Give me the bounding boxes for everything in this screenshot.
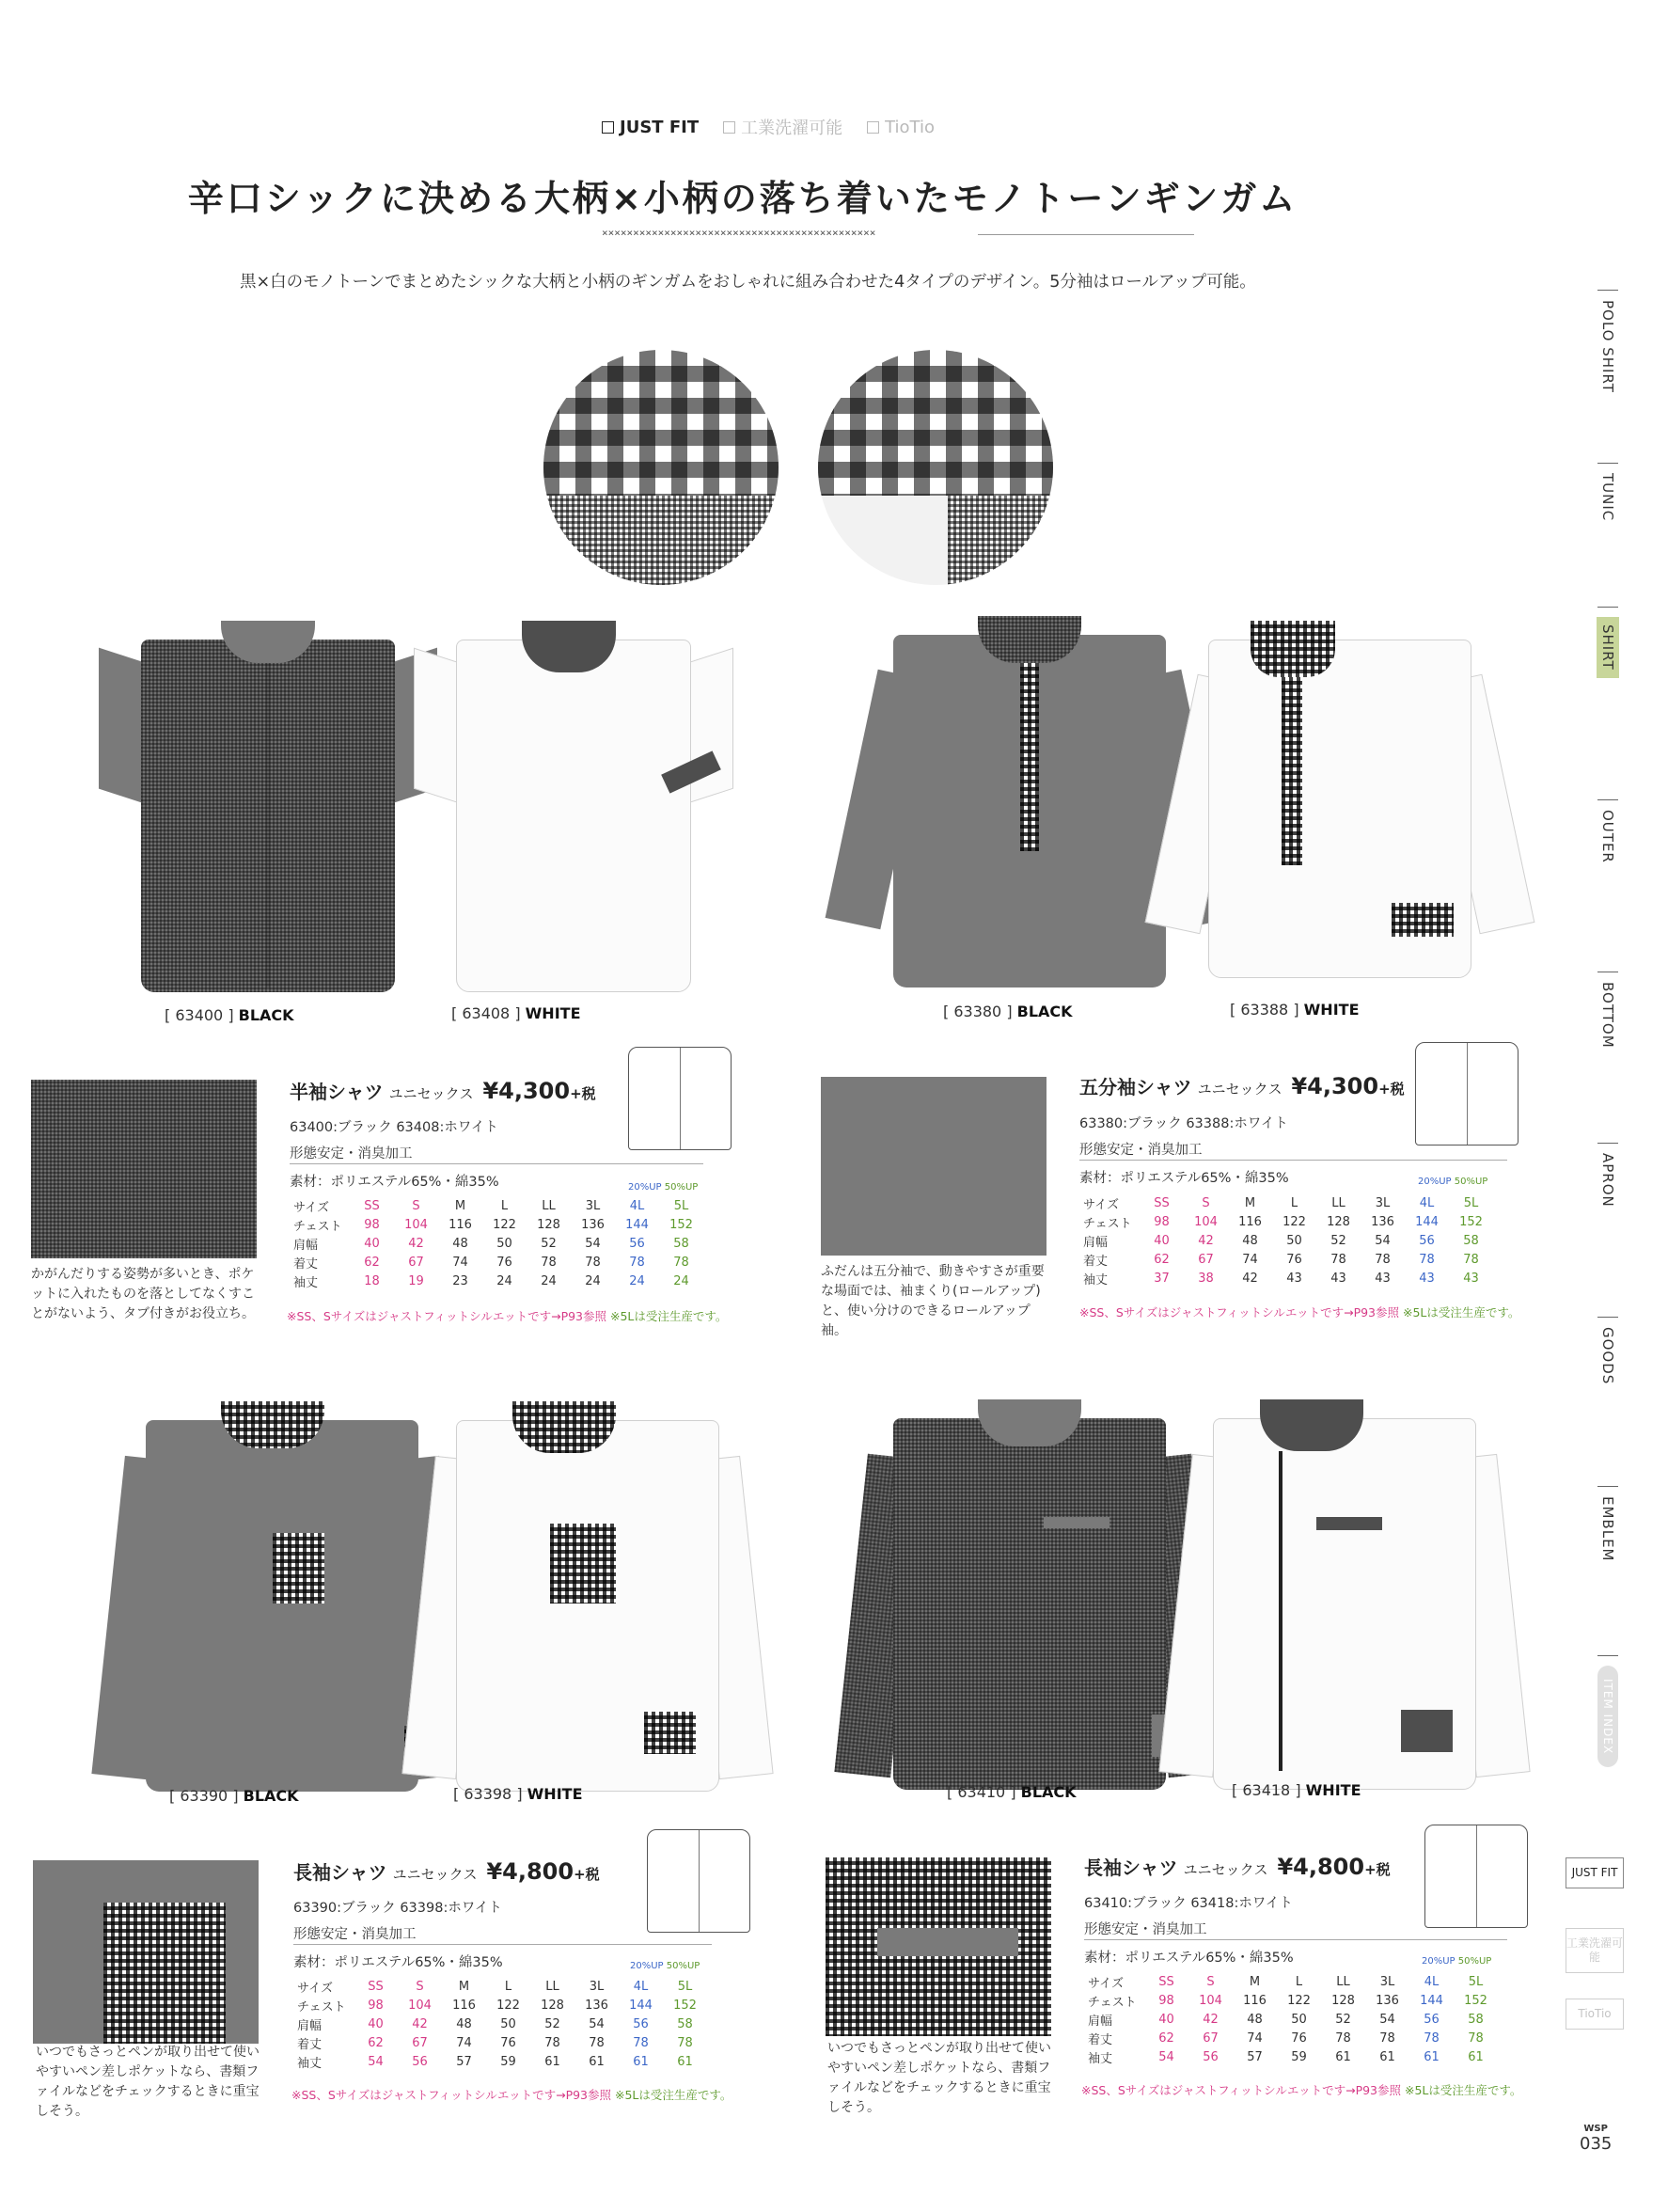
white-fabric — [818, 496, 948, 585]
divider — [1079, 1160, 1507, 1161]
table-row: チェスト 98 104 116 122 128 136 144 152 — [1083, 1214, 1483, 1231]
product-material: 素材：ポリエステル65%・綿35% — [1079, 1171, 1289, 1186]
detail-photo-rollup-sleeve — [821, 1077, 1046, 1256]
table-row: 着丈 62 67 74 76 78 78 78 78 — [297, 2035, 693, 2052]
product-feature: 形態安定・消臭加工 — [1084, 1922, 1207, 1937]
divider — [290, 1163, 703, 1164]
product-name: 五分袖シャツ ユニセックス ¥4,300+税 — [1079, 1073, 1405, 1099]
table-row: 袖丈 54 56 57 59 61 61 61 61 — [297, 2054, 693, 2071]
size-table — [293, 1977, 707, 2071]
feature-tags — [602, 115, 935, 139]
checkbox-icon — [723, 121, 735, 134]
table-row: 袖丈 18 19 23 24 24 24 24 24 — [293, 1273, 689, 1290]
caption-63380: [ 63380 ] BLACK — [943, 1003, 1073, 1020]
shirt-line-icon — [1424, 1825, 1528, 1928]
tag-just-fit: JUST FIT — [602, 115, 699, 139]
page-number: WSP 035 — [1580, 2124, 1613, 2154]
large-gingham — [818, 350, 1053, 496]
fabric-swatch-black — [543, 350, 779, 585]
nav-bottom[interactable]: BOTTOM — [1589, 972, 1627, 1049]
up-tags: 20%UP 50%UP — [1422, 1956, 1492, 1967]
divider — [978, 234, 1194, 235]
size-note: ※SS、Sサイズはジャストフィットシルエットです→P93参照 ※5Lは受注生産です。 — [287, 1309, 728, 1323]
nav-tunic[interactable]: TUNIC — [1589, 463, 1627, 521]
decorative-x-line: ×××××××××××××××××××××××××××××××××××××××××××× — [602, 227, 876, 239]
product-name: 長袖シャツ ユニセックス ¥4,800+税 — [1084, 1854, 1391, 1880]
up-tags: 20%UP 50%UP — [630, 1961, 700, 1971]
size-table — [1084, 1972, 1498, 2066]
intro-text: 黒×白のモノトーンでまとめたシックな大柄と小柄のギンガムをおしゃれに組み合わせた4タイプのデザイン。5分袖はロールアップ可能。 — [240, 273, 1256, 292]
detail-text: かがんだりする姿勢が多いとき、ポケットに入れたものを落としてなくすことがないよう、タブ付きがお役立ち。 — [31, 1267, 255, 1321]
product-material: 素材：ポリエステル65%・綿35% — [293, 1955, 503, 1970]
product-material: 素材：ポリエステル65%・綿35% — [1084, 1951, 1294, 1966]
size-table — [290, 1196, 703, 1290]
product-name: 長袖シャツ ユニセックス ¥4,800+税 — [293, 1858, 600, 1885]
size-table — [1079, 1193, 1493, 1288]
detail-photo-pen-pocket — [33, 1860, 259, 2044]
checkbox-icon — [602, 121, 614, 134]
nav-item-index[interactable]: ITEM INDEX — [1589, 1655, 1627, 1767]
product-material: 素材：ポリエステル65%・綿35% — [290, 1175, 499, 1190]
box-just-fit: JUST FIT — [1566, 1857, 1624, 1888]
caption-63400: [ 63400 ] BLACK — [165, 1006, 294, 1024]
caption-63418: [ 63418 ] WHITE — [1232, 1781, 1361, 1799]
shirt-line-icon — [647, 1829, 750, 1933]
table-row: 肩幅 40 42 48 50 52 54 56 58 — [1088, 2012, 1484, 2029]
table-row: サイズ SS S M L LL 3L 4L 5L — [293, 1198, 689, 1215]
size-note: ※SS、Sサイズはジャストフィットシルエットです→P93参照 ※5Lは受注生産です。 — [291, 2088, 732, 2102]
tag-tiotio: TioTio — [867, 115, 935, 139]
size-note: ※SS、Sサイズはジャストフィットシルエットです→P93参照 ※5Lは受注生産です。 — [1079, 1305, 1520, 1319]
box-industrial-wash: 工業洗濯可能 — [1566, 1928, 1624, 1973]
table-row: 着丈 62 67 74 76 78 78 78 78 — [1083, 1252, 1479, 1269]
large-gingham — [543, 350, 779, 496]
detail-photo-tab-pocket — [31, 1080, 257, 1258]
product-codes: 63400:ブラック 63408:ホワイト — [290, 1120, 498, 1135]
small-gingham — [948, 496, 1054, 585]
nav-emblem[interactable]: EMBLEM — [1589, 1486, 1627, 1562]
divider — [1084, 1939, 1507, 1940]
product-feature: 形態安定・消臭加工 — [293, 1927, 417, 1942]
product-feature: 形態安定・消臭加工 — [1079, 1143, 1203, 1158]
table-row: 肩幅 40 42 48 50 52 54 56 58 — [1083, 1233, 1479, 1250]
table-row: サイズ SS S M L LL 3L 4L 5L — [297, 1979, 693, 1996]
product-name: 半袖シャツ ユニセックス ¥4,300+税 — [290, 1078, 596, 1104]
table-row: チェスト 98 104 116 122 128 136 144 152 — [1088, 1993, 1487, 2010]
caption-63408: [ 63408 ] WHITE — [451, 1004, 581, 1022]
shirt-63400-black — [99, 621, 437, 997]
shirt-line-icon — [1415, 1042, 1519, 1146]
up-tags: 20%UP 50%UP — [1418, 1177, 1488, 1187]
shirt-63398-white — [418, 1401, 757, 1796]
box-tiotio: TioTio — [1566, 1999, 1624, 2030]
nav-apron[interactable]: APRON — [1589, 1143, 1627, 1208]
shirt-63408-white — [414, 621, 733, 997]
caption-63398: [ 63398 ] WHITE — [453, 1785, 583, 1803]
detail-photo-pen-pocket — [826, 1857, 1051, 2036]
table-row: チェスト 98 104 116 122 128 136 144 152 — [293, 1217, 693, 1234]
nav-polo-shirt[interactable]: POLO SHIRT — [1589, 290, 1627, 393]
shirt-63410-black — [851, 1399, 1208, 1794]
caption-63390: [ 63390 ] BLACK — [169, 1787, 299, 1805]
table-row: 肩幅 40 42 48 50 52 54 56 58 — [297, 2016, 693, 2033]
shirt-63390-black — [108, 1401, 456, 1796]
table-row: 袖丈 37 38 42 43 43 43 43 43 — [1083, 1271, 1479, 1288]
fabric-swatch-white — [818, 350, 1053, 585]
page-headline: 辛口シックに決める大柄×小柄の落ち着いたモノトーンギンガム — [187, 178, 1298, 219]
table-row: 着丈 62 67 74 76 78 78 78 78 — [293, 1255, 689, 1272]
nav-goods[interactable]: GOODS — [1589, 1317, 1627, 1384]
nav-outer[interactable]: OUTER — [1589, 799, 1627, 863]
table-row: サイズ SS S M L LL 3L 4L 5L — [1088, 1974, 1484, 1991]
shirt-line-icon — [628, 1047, 732, 1150]
size-note: ※SS、Sサイズはジャストフィットシルエットです→P93参照 ※5Lは受注生産です。 — [1081, 2083, 1522, 2097]
product-codes: 63410:ブラック 63418:ホワイト — [1084, 1896, 1293, 1911]
detail-text: ふだんは五分袖で、動きやすさが重要な場面では、袖まくり(ロールアップ)と、使い分けのできるロールアップ袖。 — [821, 1264, 1045, 1338]
tag-industrial-wash: 工業洗濯可能 — [723, 115, 842, 139]
product-feature: 形態安定・消臭加工 — [290, 1146, 413, 1161]
checkbox-icon — [867, 121, 879, 134]
table-row: 肩幅 40 42 48 50 52 54 56 58 — [293, 1236, 689, 1253]
up-tags: 20%UP 50%UP — [628, 1182, 699, 1193]
table-row: 着丈 62 67 74 76 78 78 78 78 — [1088, 2030, 1484, 2047]
detail-text: いつでもさっとペンが取り出せて使いやすいペン差しポケットなら、書類ファイルなどをチェックするときに重宝しそう。 — [827, 2041, 1051, 2115]
table-row: チェスト 98 104 116 122 128 136 144 152 — [297, 1998, 697, 2014]
small-gingham — [543, 496, 779, 585]
table-row: サイズ SS S M L LL 3L 4L 5L — [1083, 1195, 1479, 1212]
shirt-63380-black — [851, 616, 1208, 992]
caption-63410: [ 63410 ] BLACK — [947, 1783, 1077, 1801]
shirt-63388-white — [1171, 621, 1509, 988]
shirt-63418-white — [1175, 1399, 1514, 1794]
caption-63388: [ 63388 ] WHITE — [1230, 1001, 1360, 1019]
table-row: 袖丈 54 56 57 59 61 61 61 61 — [1088, 2049, 1484, 2066]
nav-shirt[interactable]: SHIRT — [1589, 607, 1627, 678]
divider — [293, 1944, 712, 1945]
product-codes: 63380:ブラック 63388:ホワイト — [1079, 1116, 1288, 1131]
product-codes: 63390:ブラック 63398:ホワイト — [293, 1901, 502, 1916]
detail-text: いつでもさっとペンが取り出せて使いやすいペン差しポケットなら、書類ファイルなどをチェックするときに重宝しそう。 — [36, 2045, 260, 2119]
